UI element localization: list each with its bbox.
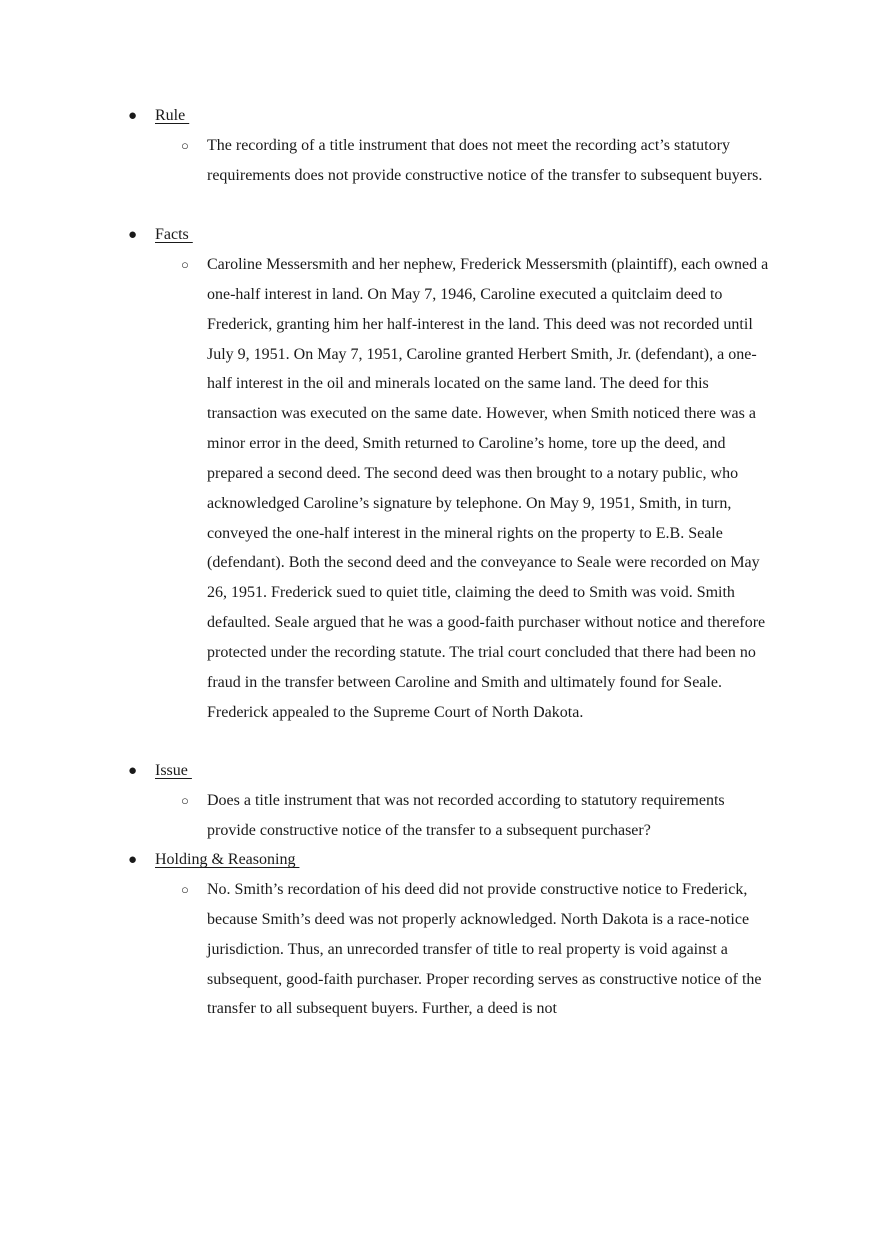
heading-holding: Holding & Reasoning	[155, 851, 300, 868]
bullet-marker: ●	[128, 763, 138, 779]
sub-bullet-marker: ○	[181, 882, 189, 897]
heading-issue: Issue	[155, 762, 192, 779]
rule-text: The recording of a title instrument that does not meet the recording act’s statutory requirements does not provide constructive notice of the transfer to subsequent buyers.	[207, 137, 763, 184]
bullet-marker: ●	[128, 108, 138, 124]
bullet-marker: ●	[128, 852, 138, 868]
sub-bullet-marker: ○	[181, 138, 189, 153]
sub-bullet-marker: ○	[181, 793, 189, 808]
facts-text: Caroline Messersmith and her nephew, Frederick Messersmith (plaintiff), each owned a one-half interest in land. On May 7, 1946, Caroline executed a quitclaim deed to Frederick, granting him her half-interest in the land. This deed was not recorded until July 9, 1951. On May 7, 1951, Caroline granted Herbert Smith, Jr. (defendant), a one-half interest in the oil and minerals located on the same land. The deed for this transaction was executed on the same date. However, when Smith noticed there was a minor error in the deed, Smith returned to Caroline’s home, tore up the deed, and prepared a second deed. The second deed was then brought to a notary public, who acknowledged Caroline’s signature by telephone. On May 9, 1951, Smith, in turn, conveyed the one-half interest in the mineral rights on the property to E.B. Seale (defendant). Both the second deed and the conveyance to Seale were recorded on May 26, 1951. Frederick sued to quiet title, claiming the deed to Smith was void. Smith defaulted. Seale argued that he was a good-faith purchaser without notice and therefore protected under the recording statute. The trial court concluded that there had been no fraud in the transfer between Caroline and Smith and ultimately found for Seale. Frederick appealed to the Supreme Court of North Dakota.	[207, 256, 769, 721]
heading-rule: Rule	[155, 107, 190, 124]
holding-text: No. Smith’s recordation of his deed did not provide constructive notice to Frederick, because Smith’s deed was not properly acknowledged. North Dakota is a race-notice jurisdiction. Thus, an unrecorded transfer of title to real property is void against a subsequent, good-faith purchaser. Proper recording serves as constructive notice of the transfer to all subsequent buyers. Further, a deed is not	[207, 881, 762, 1018]
issue-text: Does a title instrument that was not recorded according to statutory requirements provide constructive notice of the transfer to a subsequent purchaser?	[207, 792, 725, 839]
heading-facts: Facts	[155, 226, 193, 243]
bullet-marker: ●	[128, 227, 138, 243]
sub-bullet-marker: ○	[181, 257, 189, 272]
